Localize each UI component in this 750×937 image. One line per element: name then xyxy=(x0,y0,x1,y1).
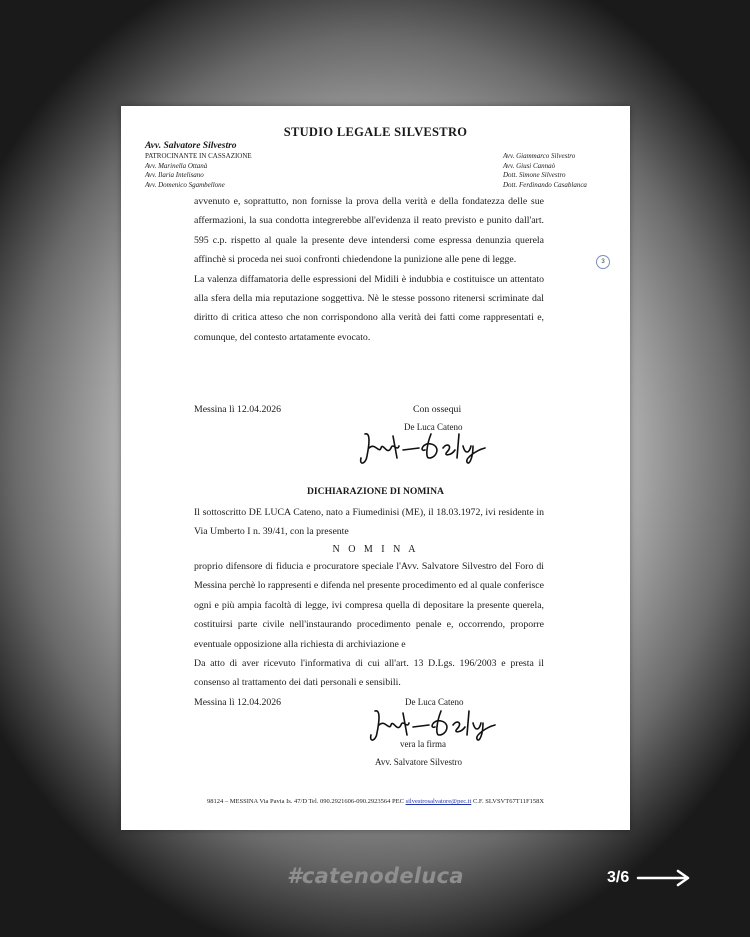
lawyer-name: Avv. Salvatore Silvestro xyxy=(375,757,462,767)
footer-address: 98124 – MESSINA Via Pavia Is. 47/D Tel. 090.2921606-090.2923564 PEC xyxy=(206,798,406,805)
vera-la-firma: vera la firma xyxy=(400,739,446,749)
paragraph: Da atto di aver ricevuto l'informativa di cui all'art. 13 D.Lgs. 196/2003 e presta il consenso al trattamento dei dati personali e sensibili. xyxy=(194,658,544,689)
letterhead-right xyxy=(503,152,587,190)
signature-image xyxy=(357,428,507,470)
declaration-title: DICHIARAZIONE DI NOMINA xyxy=(307,486,444,497)
declaration-intro xyxy=(194,503,544,542)
letterhead-line: Avv. Giammarco Silvestro xyxy=(503,152,576,160)
lead-lawyer: Avv. Salvatore Silvestro xyxy=(145,141,237,151)
letterhead-line: Dott. Ferdinando Casablanca xyxy=(503,180,587,189)
footer-cf: C.F. SLVSVT67T11F158X xyxy=(471,798,545,805)
letterhead-line: Avv. Ilaria Intelisano xyxy=(145,171,204,180)
declaration-signer: De Luca Cateno xyxy=(405,697,464,707)
paragraph: Il sottoscritto DE LUCA Cateno, nato a Fiumedinisi (ME), il 18.03.1972, ivi residente in Via Umberto I n. 39/41, con la presente xyxy=(194,507,544,538)
letter-body xyxy=(194,192,544,347)
page-number-badge: 3 xyxy=(596,255,610,269)
declaration-text xyxy=(194,557,544,693)
letterhead-line: Dott. Simone Silvestro xyxy=(503,171,566,180)
carousel-pager: 3/6 xyxy=(607,869,630,886)
signer-name: De Luca Cateno xyxy=(404,422,463,432)
paragraph: proprio difensore di fiducia e procuratore speciale l'Avv. Salvatore Silvestro del Foro di Messina perchè lo rappresenti e difenda nel presente procedimento ed al quale conferisce ogni e più ampia facoltà di legge, ivi compresa quella di depositare la presente querela, costituirsi parte civile nell'instaurando procedimento penale e, occorrendo, proporre eventuale opposizione alla richiesta di archiviazione e xyxy=(194,561,544,650)
nomina-heading: N O M I N A xyxy=(332,544,419,555)
place-date: Messina lì 12.04.2026 xyxy=(194,404,282,415)
letterhead-line: Avv. Marinella Ottanà xyxy=(145,161,208,170)
arrow-right-icon[interactable] xyxy=(636,868,692,888)
letterhead-line: Avv. Giusi Cannaò xyxy=(503,161,556,170)
closing: Con ossequi xyxy=(413,404,462,415)
studio-title: STUDIO LEGALE SILVESTRO xyxy=(283,125,468,139)
paragraph: avvenuto e, soprattutto, non fornisse la prova della verità e della fondatezza delle sue affermazioni, la sua condotta integrerebbe all'evidenza il reato previsto e punito dall'art. 595 c.p. rispetto al quale la presente deve intendersi come espressa denunzia querela affinchè si proceda nei suoi confronti chiedendone la punizione alle pene di legge. xyxy=(194,196,544,266)
paragraph: La valenza diffamatoria delle espressioni del Midili è indubbia e costituisce un attentato alla sfera della mia reputazione soggettiva. Nè le stesse possono ritenersi scriminate dal diritto di critica atteso che non corrispondono alla verità dei fatti come rappresentati e, comunque, del contesto artatamente evocato. xyxy=(194,273,544,343)
letterhead-line: PATROCINANTE IN CASSAZIONE xyxy=(145,152,252,160)
hashtag-caption: #catenodeluca xyxy=(287,864,464,888)
declaration-place-date: Messina lì 12.04.2026 xyxy=(194,697,282,708)
footer xyxy=(121,798,630,805)
document-page xyxy=(121,106,630,830)
letterhead-left xyxy=(145,141,252,190)
letterhead-line: Avv. Domenico Sgambellone xyxy=(145,180,225,189)
pec-link[interactable]: silvestrosalvatore@pec.it xyxy=(405,798,472,805)
